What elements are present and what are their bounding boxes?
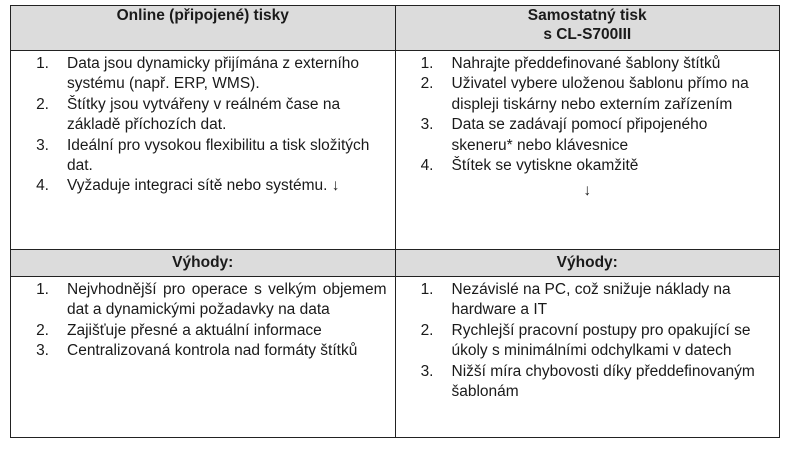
list-item <box>17 280 387 321</box>
online-advantages-cell <box>11 277 396 438</box>
header-standalone-line2: s CL-S700III <box>543 26 632 43</box>
standalone-steps-cell <box>395 51 780 250</box>
list-item <box>402 115 772 156</box>
list-number: 2. <box>420 75 434 93</box>
advantages-row <box>11 277 780 438</box>
list-text: Ideální pro vysokou flexibilitu a tisk složitých dat. <box>67 136 370 175</box>
list-item <box>402 321 772 362</box>
header-standalone-line1: Samostatný tisk <box>527 7 647 24</box>
list-item <box>17 321 387 341</box>
list-number: 4. <box>420 157 434 175</box>
standalone-steps-list <box>396 51 780 182</box>
list-text: Nahrajte předdefinované šablony štítků <box>451 55 721 72</box>
list-item <box>17 54 387 95</box>
list-number: 3. <box>36 342 49 360</box>
list-number: 1. <box>36 281 49 298</box>
list-item <box>17 176 387 196</box>
online-advantages-list <box>11 277 395 368</box>
list-number: 2. <box>420 321 434 339</box>
list-text: Zajišťuje přesné a aktuální informace <box>67 321 322 339</box>
list-number: 3. <box>420 116 434 134</box>
list-item <box>17 136 387 177</box>
list-text: Uživatel vybere uloženou šablonu přímo na displeji tiskárny nebo externím zařízením <box>451 75 749 113</box>
steps-row <box>11 51 780 250</box>
advantages-header-row <box>11 250 780 277</box>
online-steps-list <box>11 51 395 203</box>
list-number: 2. <box>36 321 49 339</box>
comparison-document <box>10 5 790 438</box>
down-arrow-icon: ↓ <box>583 182 592 200</box>
list-number: 3. <box>420 362 434 380</box>
list-item <box>402 74 772 115</box>
list-item <box>17 95 387 136</box>
header-online-label: Online (připojené) tisky <box>116 7 289 24</box>
list-number: 2. <box>36 95 49 113</box>
list-text: Vyžaduje integraci sítě nebo systému. ↓ <box>67 177 340 195</box>
header-standalone-printing <box>395 6 780 51</box>
standalone-advantages-cell <box>395 277 780 438</box>
list-text: Nižší míra chybovosti díky předdefinovaným šablonám <box>451 362 755 401</box>
list-item <box>17 341 387 361</box>
list-text: Data se zadávají pomocí připojeného skeneru* nebo klávesnice <box>451 116 708 154</box>
list-item <box>402 156 772 176</box>
header-row <box>11 6 780 51</box>
list-text: Štítky jsou vytvářeny v reálném čase na základě příchozích dat. <box>67 95 341 134</box>
list-number: 1. <box>420 281 434 298</box>
list-number: 4. <box>36 177 49 195</box>
standalone-advantages-list <box>396 277 780 408</box>
list-text: Nezávislé na PC, což snižuje náklady na hardware a IT <box>451 281 731 319</box>
list-text: Centralizovaná kontrola nad formáty štítků <box>67 342 358 360</box>
comparison-table <box>10 5 780 438</box>
list-number: 3. <box>36 136 49 154</box>
list-text: Data jsou dynamicky přijímána z externího systému (např. ERP, WMS). <box>67 55 360 93</box>
list-item <box>402 362 772 403</box>
list-text: Nejvhodnější pro operace s velkým objemem dat a dynamickými požadavky na data <box>67 281 387 319</box>
list-text: Štítek se vytiskne okamžitě <box>451 157 639 175</box>
list-number: 1. <box>420 55 434 72</box>
list-number: 1. <box>36 55 49 72</box>
online-steps-cell <box>11 51 396 250</box>
list-item <box>402 280 772 321</box>
advantages-header-standalone: Výhody: <box>395 250 780 277</box>
advantages-header-online: Výhody: <box>11 250 396 277</box>
header-online-printing <box>11 6 396 51</box>
list-text: Rychlejší pracovní postupy pro opakující se úkoly s minimálními odchylkami v datech <box>451 321 751 360</box>
list-item <box>402 54 772 74</box>
